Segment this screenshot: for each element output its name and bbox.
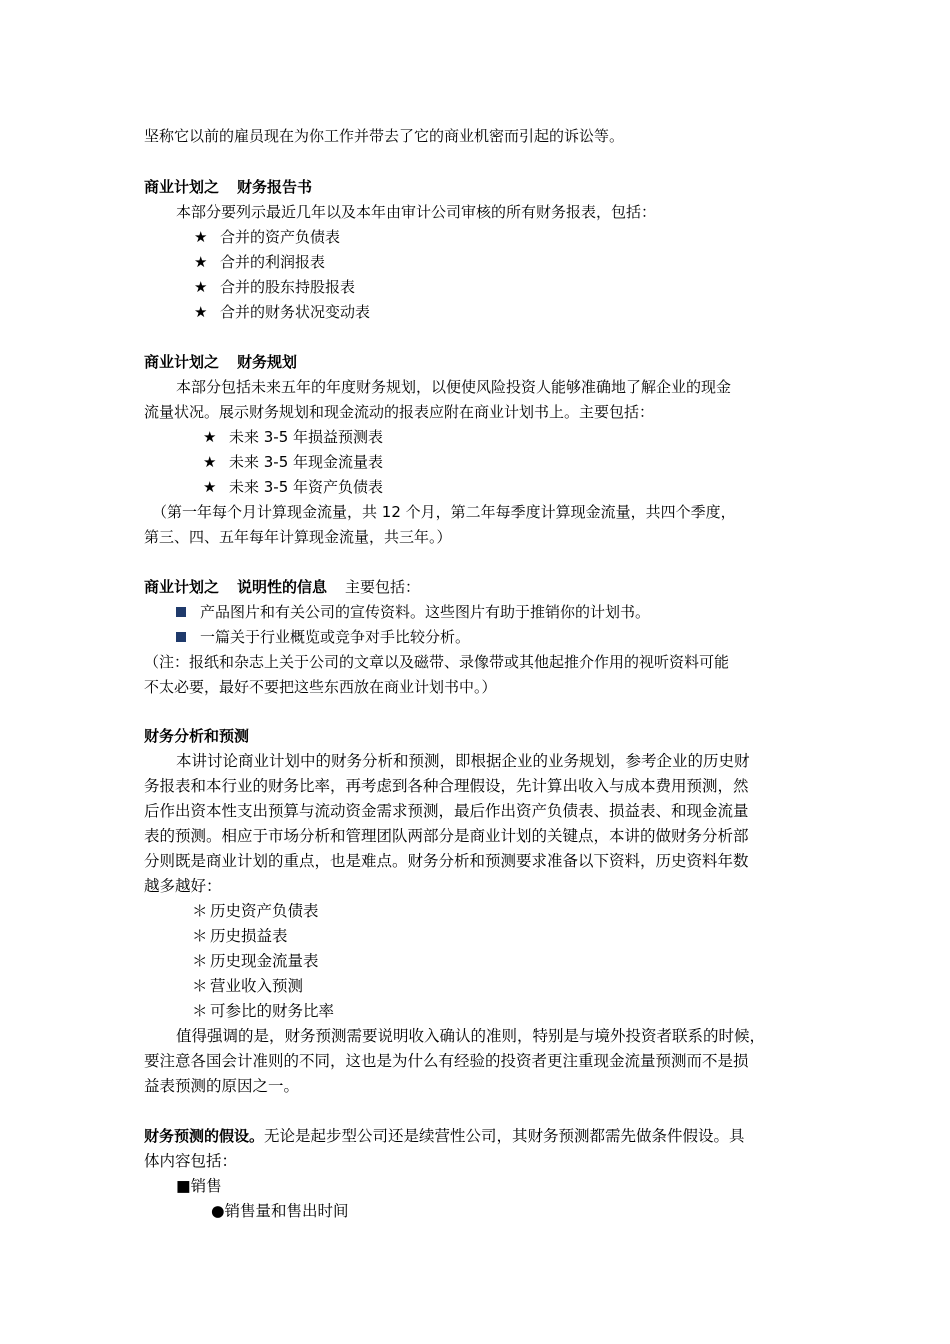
star-icon: ★	[194, 303, 208, 321]
paragraph-line: 无论是起步型公司还是续营性公司，其财务预测都需先做条件假设。具	[264, 1127, 745, 1145]
section-title-financial-planning	[144, 350, 297, 374]
sub-item: ●销售量和售出时间	[211, 1202, 349, 1220]
title-prefix: 商业计划之	[144, 178, 220, 196]
star-icon: ★	[194, 253, 208, 271]
paragraph-line: 后作出资本性支出预算与流动资金需求预测，最后作出资产负债表、损益表、和现金流量	[144, 802, 749, 820]
sub-heading: ■销售	[176, 1177, 222, 1195]
star-icon: ★	[194, 228, 208, 246]
paragraph-line: 务报表和本行业的财务比率，再考虑到各种合理假设，先计算出收入与成本费用预测，然	[144, 777, 749, 795]
note: 不太必要，最好不要把这些东西放在商业计划书中。）	[144, 678, 497, 696]
list-item: ＊ 营业收入预测	[192, 974, 303, 998]
paragraph-line: 分则既是商业计划的重点，也是难点。财务分析和预测要求准备以下资料，历史资料年数	[144, 852, 749, 870]
asterisk-icon: ＊	[192, 927, 208, 945]
paragraph-line: 表的预测。相应于市场分析和管理团队两部分是商业计划的关键点，本讲的做财务分析部	[144, 827, 749, 845]
list-item: ＊ 历史资产负债表	[192, 899, 319, 923]
title-prefix: 商业计划之	[144, 578, 220, 596]
asterisk-icon: ＊	[192, 952, 208, 970]
paragraph-line: 值得强调的是，财务预测需要说明收入确认的准则，特别是与境外投资者联系的时候，	[176, 1027, 766, 1045]
list-item: ★ 合并的股东持股报表	[194, 275, 355, 299]
section-title-explanatory-info	[144, 575, 420, 599]
section-title-financial-analysis: 财务分析和预测	[144, 727, 250, 745]
note: （第一年每个月计算现金流量，共 12 个月，第二年每季度计算现金流量，共四个季度，	[152, 503, 736, 521]
paragraph: 本部分要列示最近几年以及本年由审计公司审核的所有财务报表，包括：	[176, 203, 657, 221]
note: 第三、四、五年每年计算现金流量，共三年。）	[144, 528, 452, 546]
list-item: ★ 未来 3-5 年损益预测表	[203, 425, 383, 449]
list-item: ＊ 历史现金流量表	[192, 949, 319, 973]
section-title-financial-report	[144, 175, 312, 199]
paragraph: 流量状况。展示财务规划和现金流动的报表应附在商业计划书上。主要包括：	[144, 403, 655, 421]
star-icon: ★	[194, 278, 208, 296]
asterisk-icon: ＊	[192, 1002, 208, 1020]
list-item: ★ 合并的利润报表	[194, 250, 325, 274]
list-item: ★ 合并的财务状况变动表	[194, 300, 370, 324]
paragraph-line: 越多越好：	[144, 877, 222, 895]
section-financial-assumptions	[144, 1124, 745, 1148]
asterisk-icon: ＊	[192, 977, 208, 995]
paragraph-line: 要注意各国会计准则的不同，这也是为什么有经验的投资者更注重现金流量预测而不是损	[144, 1052, 749, 1070]
star-icon: ★	[203, 453, 217, 471]
star-icon: ★	[203, 478, 217, 496]
title-prefix: 商业计划之	[144, 353, 220, 371]
paragraph-line: 体内容包括：	[144, 1152, 238, 1170]
paragraph-line: 益表预测的原因之一。	[144, 1077, 300, 1095]
square-bullet-icon	[176, 607, 186, 617]
list-item: ＊ 可参比的财务比率	[192, 999, 334, 1023]
title-text: 说明性的信息	[237, 578, 328, 596]
list-item: ★ 未来 3-5 年现金流量表	[203, 450, 383, 474]
asterisk-icon: ＊	[192, 902, 208, 920]
title-text: 财务规划	[237, 353, 298, 371]
list-item: ＊ 历史损益表	[192, 924, 288, 948]
square-bullet-icon	[176, 632, 186, 642]
paragraph-line: 本讲讨论商业计划中的财务分析和预测，即根据企业的业务规划，参考企业的历史财	[176, 752, 750, 770]
list-item: ★ 合并的资产负债表	[194, 225, 340, 249]
title-text: 财务报告书	[237, 178, 313, 196]
paragraph: 本部分包括未来五年的年度财务规划，以便使风险投资人能够准确地了解企业的现金	[176, 378, 732, 396]
intro-line: 坚称它以前的雇员现在为你工作并带去了它的商业机密而引起的诉讼等。	[144, 127, 625, 145]
list-item: 一篇关于行业概览或竞争对手比较分析。	[176, 625, 470, 649]
section-title: 财务预测的假设。	[144, 1127, 265, 1145]
list-item: 产品图片和有关公司的宣传资料。这些图片有助于推销你的计划书。	[176, 600, 650, 624]
star-icon: ★	[203, 428, 217, 446]
title-suffix: 主要包括：	[345, 578, 421, 596]
note: （注：报纸和杂志上关于公司的文章以及磁带、录像带或其他起推介作用的视听资料可能	[144, 653, 730, 671]
list-item: ★ 未来 3-5 年资产负债表	[203, 475, 383, 499]
